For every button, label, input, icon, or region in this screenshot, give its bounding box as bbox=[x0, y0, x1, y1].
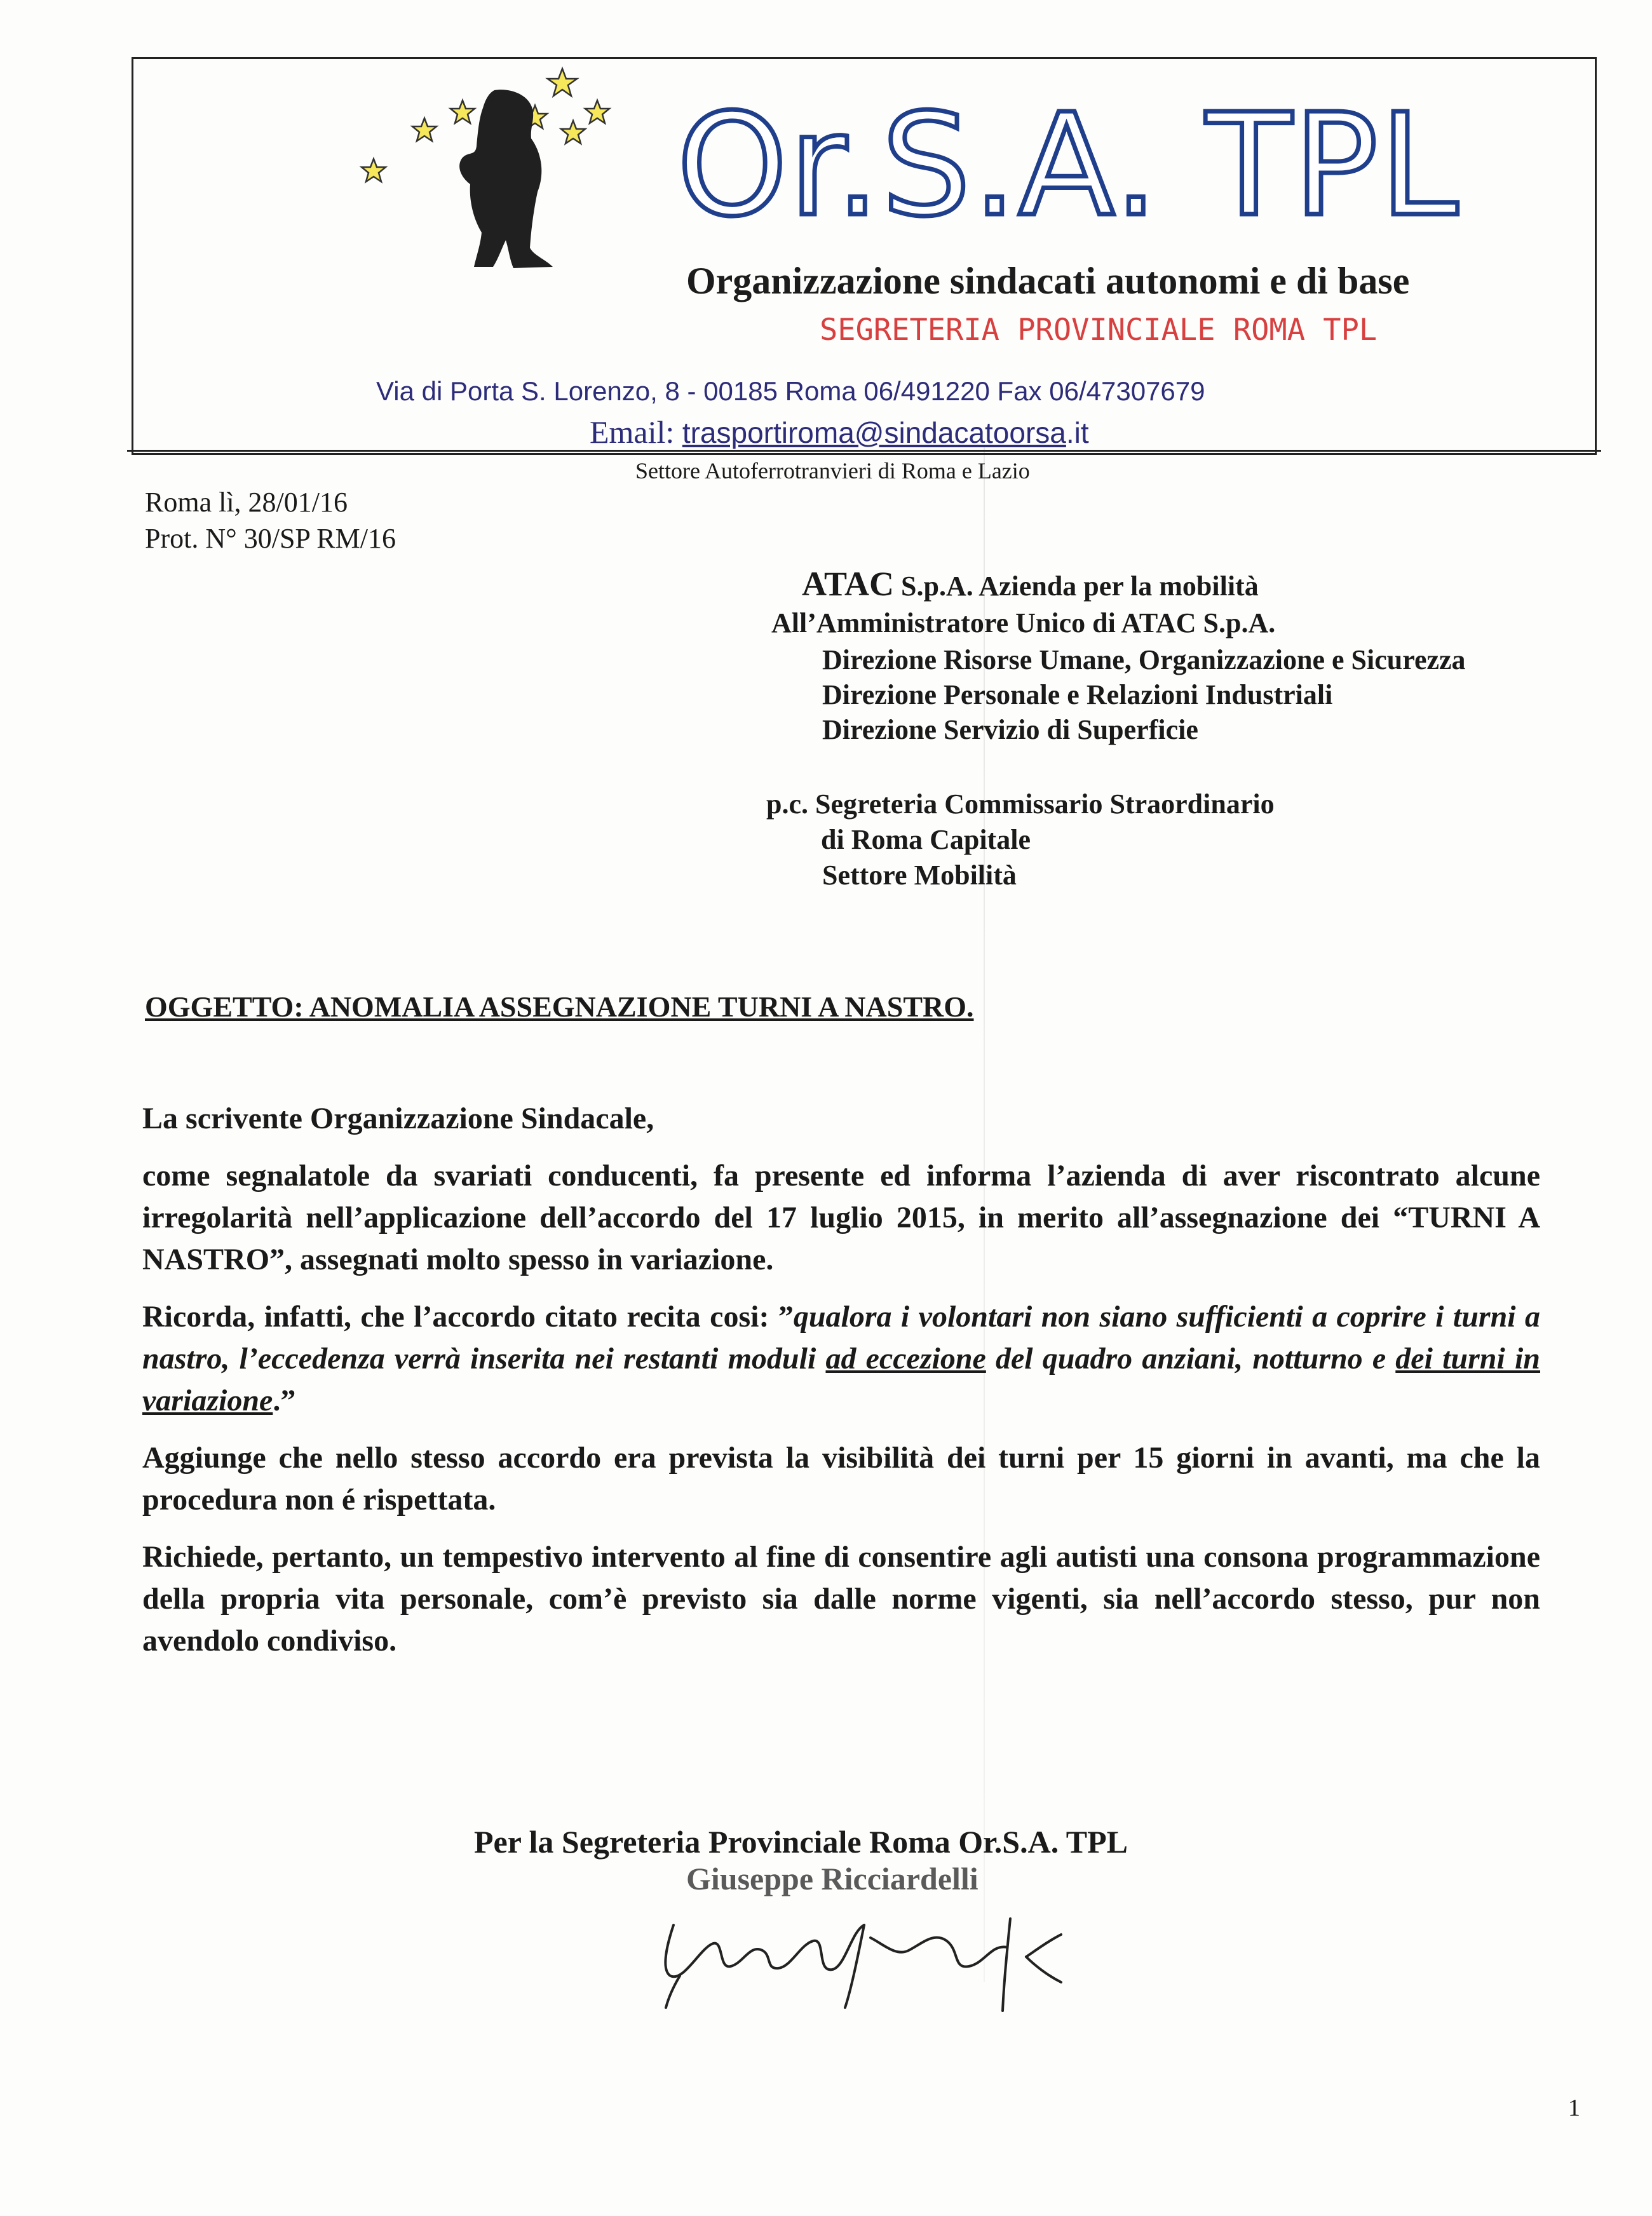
protocol-number: Prot. N° 30/SP RM/16 bbox=[145, 523, 396, 554]
organization-address: Via di Porta S. Lorenzo, 8 - 00185 Roma 06/491220 Fax 06/47307679 bbox=[376, 376, 1205, 406]
body-greeting: La scrivente Organizzazione Sindacale, bbox=[142, 1102, 654, 1135]
page-number: 1 bbox=[1568, 2095, 1580, 2121]
quote-underlined: dei turni in variazione bbox=[142, 1342, 1541, 1417]
body-paragraph: come segnalatole da svariati conducenti, fa presente ed informa l’azienda di aver riscontrato alcune irregolarità nell’applicazione dell’accordo del 17 luglio 2015, in merito all’assegnazione dei “TURNI A NASTRO”, assegnati molto spesso in variazione. bbox=[142, 1159, 1540, 1276]
organization-sector: Settore Autoferrotranvieri di Roma e Lazio bbox=[635, 458, 1030, 483]
organization-email-row bbox=[590, 414, 1089, 450]
letter-body bbox=[142, 1098, 1540, 1677]
handwritten-signature bbox=[654, 1881, 1074, 2027]
cc-recipient-line: Settore Mobilità bbox=[822, 860, 1017, 891]
recipient-line: Direzione Personale e Relazioni Industriali bbox=[822, 679, 1333, 710]
bear-with-stars-logo bbox=[343, 57, 635, 273]
body-paragraph-quote bbox=[142, 1296, 1540, 1422]
organization-office: SEGRETERIA PROVINCIALE ROMA TPL bbox=[820, 313, 1378, 348]
signer-name: Giuseppe Ricciardelli bbox=[686, 1861, 978, 1896]
body-paragraph: Richiede, pertanto, un tempestivo intervento al fine di consentire agli autisti una consona programmazione della propria vita personale, com’è previsto sia dalle norme vigenti, sia nell’accordo stesso, pur non avendolo condiviso. bbox=[142, 1540, 1540, 1658]
letter-subject: OGGETTO: ANOMALIA ASSEGNAZIONE TURNI A NASTRO. bbox=[145, 990, 974, 1023]
organization-logo-text: Or.S.A. TPL bbox=[677, 84, 1459, 248]
quote-text: del quadro anziani, notturno e bbox=[985, 1342, 1396, 1375]
email-address-link[interactable]: trasportiroma@sindacatoorsa bbox=[682, 416, 1066, 449]
recipient-company bbox=[802, 564, 1259, 604]
quote-intro: Ricorda, infatti, che l’accordo citato recita cosi: ” bbox=[142, 1300, 794, 1334]
quote-close: .” bbox=[273, 1384, 296, 1417]
email-label: Email: bbox=[590, 414, 682, 450]
cc-recipient-line: p.c. Segreteria Commissario Straordinario bbox=[766, 788, 1275, 820]
recipient-company-rest: S.p.A. Azienda per la mobilità bbox=[894, 571, 1259, 602]
quote-text: qualora i volontari non siano sufficienti a coprire i turni a nastro, l’eccedenza verrà inserita nei restanti moduli bbox=[142, 1300, 1541, 1375]
organization-full-name: Organizzazione sindacati autonomi e di base bbox=[686, 260, 1410, 302]
recipient-company-name: ATAC bbox=[802, 565, 894, 603]
recipient-line: Direzione Servizio di Superficie bbox=[822, 714, 1198, 745]
cc-recipient-line: di Roma Capitale bbox=[821, 824, 1031, 855]
body-paragraph: Aggiunge che nello stesso accordo era prevista la visibilità dei turni per 15 giorni in avanti, ma che la procedura non é rispettata. bbox=[142, 1441, 1540, 1517]
recipient-line: Direzione Risorse Umane, Organizzazione e Sicurezza bbox=[822, 644, 1466, 675]
email-domain-suffix: .it bbox=[1066, 416, 1089, 449]
quote-underlined: ad eccezione bbox=[825, 1342, 986, 1375]
letter-date: Roma lì, 28/01/16 bbox=[145, 487, 348, 518]
recipient-line: All’Amministratore Unico di ATAC S.p.A. bbox=[771, 607, 1276, 638]
closing-line: Per la Segreteria Provinciale Roma Or.S.A. TPL bbox=[474, 1824, 1128, 1860]
